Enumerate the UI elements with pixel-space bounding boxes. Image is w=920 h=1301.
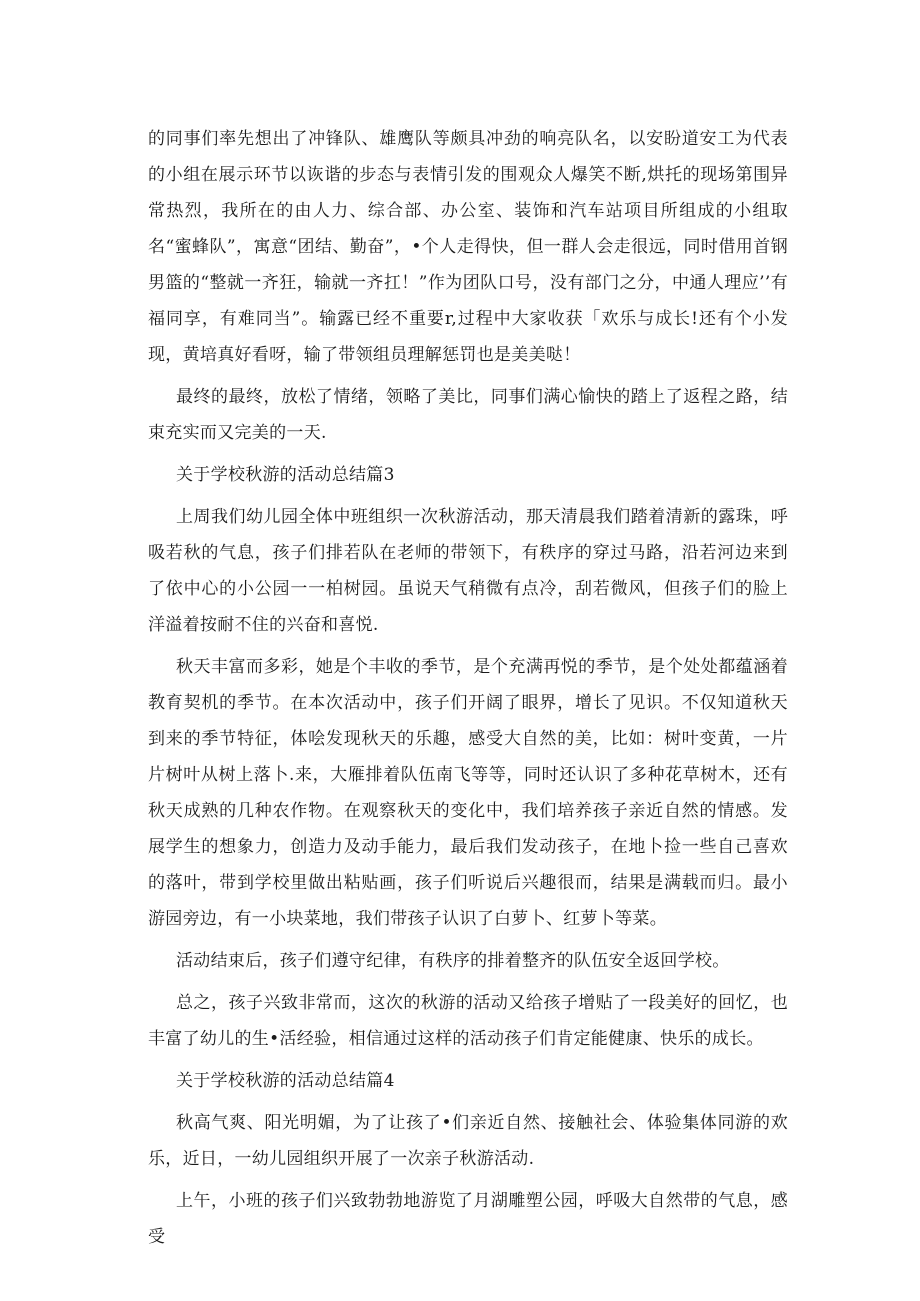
paragraph: 最终的最终，放松了情绪，领略了美比，同事们满心愉快的踏上了返程之路，结束充实而又完美的一天.: [148, 387, 788, 443]
paragraph: 活动结束后，孩子们遵守纪律，有秩序的排着整齐的队伍安全返回学校。: [176, 951, 730, 971]
paragraph: 秋高气爽、阳光明媚，为了让孩了•们亲近自然、接触社会、体验集体同游的欢乐，近日，一幼儿园组织开展了一次亲子秋游活动.: [148, 1113, 788, 1169]
paragraph: 秋天丰富而多彩，她是个丰收的季节，是个充满再悦的季节，是个处处都蕴涵着教育契机的季节。在本次活动中，孩子们开阔了眼界，增长了见识。不仅知道秋天到来的季节特征，体哙发现秋天的乐趣，感受大自然的美，比如：树叶变黄，一片片树叶从树上落卜.来，大雁排着队伍南飞等等，同时还认识了多种花草树木，还有秋天成熟的几种农作物。在观察秋天的变化中，我们培养孩子亲近自然的情感。发展学生的想象力，创造力及动手能力，最后我们发动孩子，在地卜捡一些自己喜欢的落叶，带到学校里做出粘贴画，孩子们听说后兴趣很而，结果是满载而归。最小游园旁边，有一小块菜地，我们带孩子认识了白萝卜、红萝卜等菜。: [148, 657, 788, 929]
paragraph: 上午，小班的孩子们兴致勃勃地游览了月湖雕塑公园，呼吸大自然带的气息，感受: [148, 1191, 788, 1247]
document-body: [148, 121, 788, 1261]
paragraph: 总之，孩子兴致非常而，这次的秋游的活动又给孩子增贴了一段美好的回忆，也丰富了幼儿的生•活经验，相信通过这样的活动孩子们肯定能健康、快乐的成长。: [148, 993, 788, 1049]
paragraph-continuation: 的同事们率先想出了冲锋队、雄鹰队等颇具冲劲的响亮队名，以安盼道安工为代表的小组在展示环节以诙谐的步态与表情引发的围观众人爆笑不断,烘托的现场第围异常热烈，我所在的由人力、综合部、办公室、装饰和汽车站项目所组成的小组取名“蜜蜂队”，寓意“团结、勤奋”，•个人走得快，但一群人会走很远，同时借用首钢男篮的“整就一齐狂，输就一齐扛！”作为团队口号，没有部门之分，中通人理应’’有福同享，有难同当”。输露已经不重要r,过程中大家收获「欢乐与成长!还有个小发现，黄培真好看呀，输了带领组员理解惩罚也是美美哒！: [148, 129, 788, 365]
section-heading: 关于学校秋游的活动总结篇3: [176, 465, 395, 485]
section-heading: 关于学校秋游的活动总结篇4: [176, 1071, 395, 1091]
paragraph: 上周我们幼儿园全体中班组织一次秋游活动，那天清晨我们踏着清新的露珠，呼吸若秋的气息，孩子们排若队在老师的带领下，有秩序的穿过马路，沿若河边来到了依中心的小公园一一柏树园。虽说天气稍微有点冷，刮若微风，但孩子们的脸上洋溢着按耐不住的兴奋和喜悦.: [148, 507, 788, 635]
